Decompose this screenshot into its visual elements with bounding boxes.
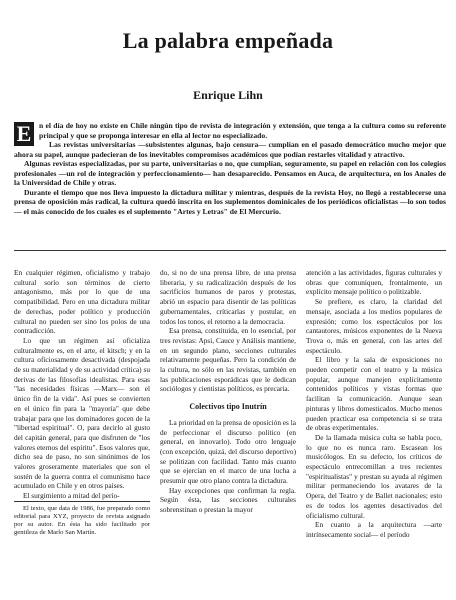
intro-paragraph: Durante el tiempo que nos lleva impuesto la dictadura militar y mientras, después de la revista Hoy, no llegó a restablecerse una prensa de oposición más radical, la cultura quedó inscrita en los suplementos dominicales de los periódicos oficialistas —lo son todos— el más conocido de los cuales es el suplemento "Artes y Letras" de El Mercurio. (14, 187, 446, 216)
footnote: El texto, que data de 1986, fue preparado como editorial para XYZ, proyecto de revista asignado por su autor. En ésta ha sido facilitado por gentileza de Marlo San Martín. (14, 501, 150, 538)
article-title: La palabra empeñada (122, 28, 334, 53)
intro-block (14, 121, 446, 216)
column-left (14, 268, 150, 538)
body-paragraph: do, si no de una prensa libre, de una prensa liberaria, y su radicalización después de los sacrificios humanos de paros y protestas, abrió un espacio para disentir de las políticas gubernamentales, críticarlas y postular, en todos los tonos, el retorno a la democracia. (160, 268, 296, 326)
section-subheading: Colectivos tipo Inutrín (189, 402, 267, 412)
column-right (306, 268, 442, 540)
intro-paragraph: Las revistas universitarias —subsistentes algunas, bajo censura— cumplían en el pasado democrático mucho mejor que ahora su papel, aunque padecieran de los inevitables compromisos académicos que podían restarles vitalidad y atractivo. (14, 140, 446, 159)
body-paragraph: Se prefiere, es claro, la claridad del mensaje, asociada a los medios populares de expresión; como los espectáculos por los cantautores, músicos exponentes de la Nueva Trova o, más en general, con las artes del espectáculo. (306, 297, 442, 355)
drop-cap: E (14, 122, 34, 146)
intro-paragraph: n el día de hoy no existe en Chile ningún tipo de revista de integración y extensión, que tenga a la cultura como su referente principal y que se proponga interesar en ella al lector no especializado. (39, 121, 446, 140)
body-paragraph: Lo que un régimen así oficializa culturalmente es, en el arte, el kitsch; y en la cultura oficiosamente desactivada (despojada de su materialidad y de su actividad crítica) su derivas de las filosofías idealistas. Para esas "las necesidades físicas —Marx— son el único fin de la vida". Así pues se convierten en el único fin para la "mayoría" que debe trabajar para que los dominadores gocen de la "libertad espiritual". O, para decirlo al gusto del capitán general, para que disfruten de "los valores eternos del espíritu". Esos valores que, dicho sea de paso, no son sinónimos de los valores groseramente materiales que son el sostén de la guerra contra el comunismo hace acumulado en Chile y en otros países. (14, 335, 150, 491)
body-paragraph: El libro y la sala de exposiciones no pueden competir con el teatro y la música popular, aunque manejen explícitamente contenidos políticos y vistas formas que facilitan la comunicación. Aunque sean pinturas y libros domesticados. Mucho menos pueden practicar esa competencia si se trata de obras experimentales. (306, 355, 442, 433)
body-paragraph: En cualquier régimen, oficialismo y trabajo cultural sorío son términos de cierto antagonismo, más por lo que de una compatibilidad. Pero en una dictadura militar de derechas, poder político y producción cultural no pueden ser sino los polos de una contradicción. (14, 268, 150, 336)
column-middle (160, 268, 296, 515)
body-paragraph: Hay excepciones que confirman la regla. Según ésta, las secciones culturales sobrenstinan o prestan la mayor (160, 485, 296, 515)
section-divider (14, 250, 446, 251)
intro-paragraph: Algunas revistas especializadas, por su parte, universitarias o no, que cumplían, seguramente, su papel en relación con los colegios profesionales —un rol de integración y perfeccionamiento— han desaparecido. Pensamos en Auca, de arquitectura, en los Anales de la Universidad de Chile y otras. (14, 159, 446, 187)
body-paragraph: La prioridad en la prensa de oposición es la de perfeccionar el discurso político (en general, en innovarlo). Todo otro lenguaje (con excepción, quizá, del discurso deportivo) se politizan con facilidad. Tanto más cuanto que se ejercían en el marco de una lucha a presumir que otro plano contra la dictadura. (160, 417, 296, 486)
body-paragraph: De la llamada música culta se habla poco, lo que no es nunca raro. Escasean los musicólogos. En su defecto, los críticos de espectáculo entrecomillan a tres recientes "espiritualistas" y prestan su ayuda al régimen militar permaneciendo los avatares de la Opera, del Teatro y de Ballet nacionales; esto es de todos los agentes desactivados del oficialismo cultural. (306, 432, 442, 520)
body-paragraph: Esa prensa, constituida, en lo esencial, por tres revistas: Apsi, Cauce y Análisis mantiene, en un segundo plano, secciones culturales relativamente pequeñas. Pero la condición de la cultura, no sólo en las revistas, también en las publicaciones esporádicas que le dedican sociólogos y cientistas políticos, es precaria. (160, 326, 296, 394)
body-paragraph: El surgimiento a mitad del perío- (23, 491, 120, 501)
body-paragraph: En cuanto a la arquitectura —arte intrínsecamente social— el período (306, 520, 442, 539)
article-author: Enrique Lihn (193, 88, 263, 102)
body-paragraph: atención a las actividades, figuras culturales y obras que comuniquen, frontalmente, un explícito mensaje político o politizable. (306, 268, 442, 297)
